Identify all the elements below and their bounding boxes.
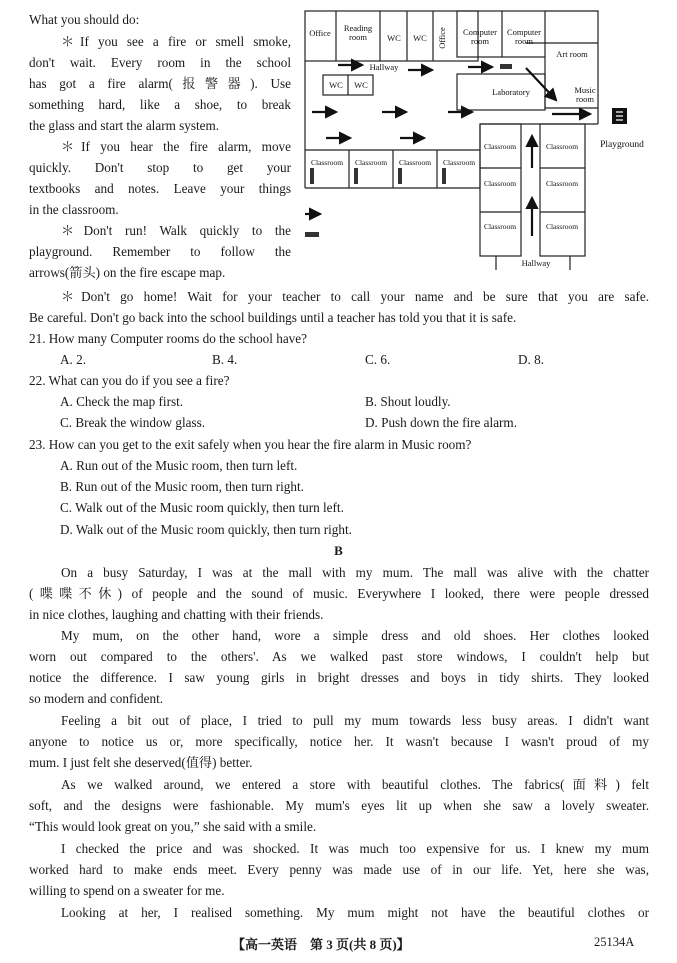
passage-line: soft, and the designs were fashionable. My mum's eyes lit up when she saw a lovely sweater. [29,798,649,813]
text-line: ＊Don't run! Walk quickly to the [61,223,291,238]
room-computer-1: Computer [463,27,497,37]
text-line: textbooks and notes. Leave your things [29,181,291,196]
text-line: ＊If you hear the fire alarm, move [61,139,291,154]
text-line: playground. Remember to follow the [29,244,291,259]
passage-line: Feeling a bit out of place, I tried to pull my mum towards less busy areas. I didn't want [61,713,649,728]
room-computer-2b: room [515,36,533,46]
room-reading: Reading [343,23,373,33]
classroom-7: Classroom [483,179,517,188]
passage-line: Looking at her, I realised something. My mum might not have the beautiful clothes or [61,905,649,920]
room-wc-3: WC [329,80,343,90]
text-line: something hard, like a shoe, to break [29,97,291,112]
question-22-stem: 22. What can you do if you see a fire? [29,373,230,388]
passage-line: As we walked around, we entered a store with beautiful clothes. The fabrics(面料) felt [61,777,649,792]
room-reading-2: room [349,32,367,42]
text-line: don't wait. Every room in the school [29,55,291,70]
classroom-4: Classroom [442,158,476,167]
text-line: ＊If you see a fire or smell smoke, [61,34,291,49]
passage-line: (喋喋不休) of people and the sound of music. Everywhere I looked, there were people dressed [29,586,649,601]
question-21-stem: 21. How many Computer rooms do the school have? [29,331,307,346]
room-art: Art room [556,49,588,59]
section-b-label: B [334,543,343,558]
q22-option-c[interactable]: C. Break the window glass. [60,415,206,430]
q21-option-d[interactable]: D. 8. [518,352,545,367]
footer-code: 25134A [594,935,635,949]
passage-line: willing to spend on a sweater for me. [29,883,225,898]
room-wc-1: WC [387,33,401,43]
q23-option-c[interactable]: C. Walk out of the Music room quickly, then turn left. [60,500,344,515]
classroom-1: Classroom [310,158,344,167]
room-office-1: Office [309,28,331,38]
q21-option-b[interactable]: B. 4. [212,352,238,367]
q23-option-d[interactable]: D. Walk out of the Music room quickly, then turn right. [60,522,352,537]
q23-option-b[interactable]: B. Run out of the Music room, then turn right. [60,479,304,494]
passage-line: “This would look great on you,” she said with a smile. [29,819,317,834]
passage-line: worn out compared to the others'. As we walked past store windows, I couldn't help but [29,649,649,664]
passage-line: in nice clothes, laughing and chatting with their friends. [29,607,324,622]
passage-line: so modern and confident. [29,691,164,706]
q22-option-a[interactable]: A. Check the map first. [60,394,184,409]
text-line: the glass and start the alarm system. [29,118,220,133]
question-23-stem: 23. How can you get to the exit safely when you hear the fire alarm in Music room? [29,437,472,452]
room-wc-4: WC [354,80,368,90]
fire-escape-map [300,8,660,273]
q22-option-b[interactable]: B. Shout loudly. [365,394,451,409]
q23-option-a[interactable]: A. Run out of the Music room, then turn left. [60,458,298,473]
classroom-8: Classroom [545,179,579,188]
text-line: has got a fire alarm(报警器). Use [29,76,291,91]
room-laboratory: Laboratory [492,87,530,97]
classroom-5: Classroom [483,142,517,151]
q21-option-c[interactable]: C. 6. [365,352,391,367]
passage-line: anyone to notice us or, more specifically, notice her. It wasn't because I wasn't proud of my [29,734,649,749]
q22-option-d[interactable]: D. Push down the fire alarm. [365,415,517,430]
passage-line: I checked the price and was shocked. It was much too expensive for us. I knew my mum [61,841,649,856]
classroom-6: Classroom [545,142,579,151]
passage-line: On a busy Saturday, I was at the mall with my mum. The mall was alive with the chatter [61,565,649,580]
room-computer-2: Computer [507,27,541,37]
footer-title: 【高一英语 第 3 页(共 8 页)】 [232,937,410,952]
text-line: Be careful. Don't go back into the school buildings until a teacher has told you that it is safe. [29,310,517,325]
classroom-10: Classroom [545,222,579,231]
room-office-2: Office [437,27,447,49]
exit-sign-icon [612,108,627,124]
text-line: in the classroom. [29,202,119,217]
playground-label: Playground [600,140,644,150]
passage-line: My mum, on the other hand, wore a simple dress and old shoes. Her clothes looked [61,628,649,643]
passage-line: mum. I just felt she deserved(值得) better. [29,755,253,770]
text-line: quickly. Don't stop to get your [29,160,291,175]
text-line: ＊Don't go home! Wait for your teacher to call your name and be sure that you are safe. [61,289,649,304]
q21-option-a[interactable]: A. 2. [60,352,87,367]
hallway-top: Hallway [369,62,399,72]
passage-line: notice the difference. I saw young girls in bright dresses and boys in tidy shirts. They looked [29,670,649,685]
classroom-9: Classroom [483,222,517,231]
classroom-2: Classroom [354,158,388,167]
room-wc-2: WC [413,33,427,43]
room-music-2: room [576,94,594,104]
room-computer-1b: room [471,36,489,46]
passage-line: worked hard to make ends meet. Every penny was made use of in our life. Yet, here she was, [29,862,649,877]
hallway-bottom: Hallway [521,258,551,268]
classroom-3: Classroom [398,158,432,167]
room-music: Music [574,85,596,95]
text-line: arrows(箭头) on the fire escape map. [29,265,226,280]
section-heading: What you should do: [29,12,140,27]
